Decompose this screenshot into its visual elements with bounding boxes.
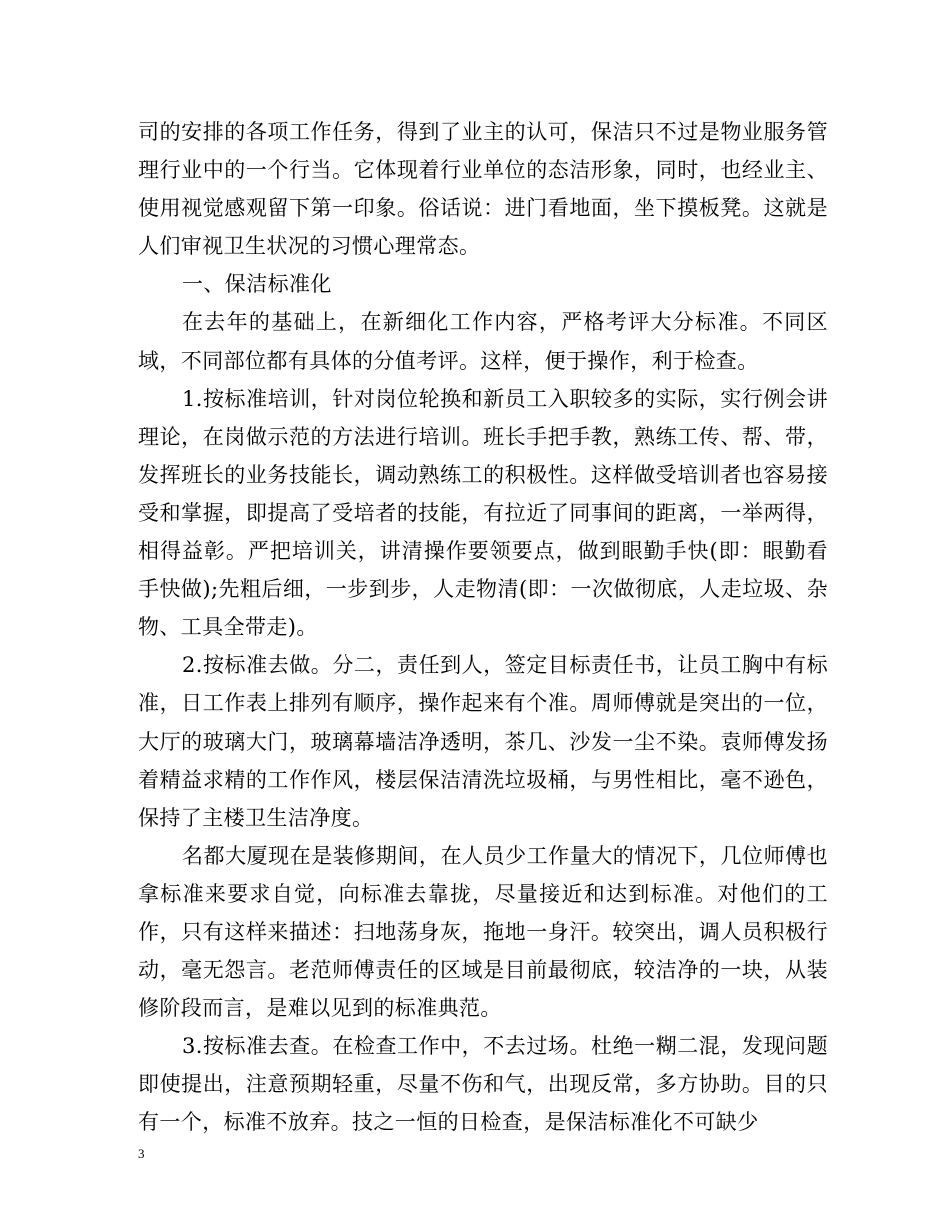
paragraph-3: 在去年的基础上，在新细化工作内容，严格考评大分标准。不同区域，不同部位都有具体的分值考评。这样，便于操作，利于检查。 [138, 310, 828, 373]
paragraph-training: 1.按标准培训，针对岗位轮换和新员工入职较多的实际，实行例会讲理论，在岗做示范的方法进行培训。班长手把手教，熟练工传、帮、带，发挥班长的业务技能长，调动熟练工的积极性。这样做受培训者也容易接受和掌握，即提高了受培者的技能，有拉近了同事间的距离，一举两得，相得益彰。严把培训关，讲清操作要领要点，做到眼勤手快(即：眼勤看手快做);先粗后细，一步到步，人走物清(即：一次做彻底，人走垃圾、杂物、工具全带走)。 [138, 386, 828, 640]
paragraph-execution: 2.按标准去做。分二，责任到人，签定目标责任书，让员工胸中有标准，日工作表上排列有顺序，操作起来有个准。周师傅就是突出的一位，大厅的玻璃大门，玻璃幕墙洁净透明，茶几、沙发一尘不染。袁师傅发扬着精益求精的工作作风，楼层保洁清洗垃圾桶，与男性相比，毫不逊色，保持了主楼卫生洁净度。 [138, 653, 828, 830]
paragraph-inspection: 3.按标准去查。在检查工作中，不去过场。杜绝一糊二混，发现问题即使提出，注意预期轻重，尽量不伤和气，出现反常，多方协助。目的只有一个，标准不放弃。技之一恒的日检查，是保洁标准化不可缺少 [138, 1034, 828, 1135]
document-body [138, 113, 828, 1142]
paragraph-1: 司的安排的各项工作任务，得到了业主的认可，保洁只不过是物业服务管理行业中的一个行当。它体现着行业单位的态洁形象，同时，也经业主、使用视觉感观留下第一印象。俗话说：进门看地面，坐下摸板凳。这就是人们审视卫生状况的习惯心理常态。 [138, 120, 828, 259]
paragraph-mingdu-building: 名都大厦现在是装修期间，在人员少工作量大的情况下，几位师傅也拿标准来要求自觉，向标准去靠拢，尽量接近和达到标准。对他们的工作，只有这样来描述：扫地荡身灰，拖地一身汗。较突出，调人员积极行动，毫无怨言。老范师傅责任的区域是目前最彻底，较洁净的一块，从装修阶段而言，是难以见到的标准典范。 [138, 843, 828, 1021]
page-number: 3 [138, 1146, 145, 1161]
section-heading-standardization: 一、保洁标准化 [182, 272, 332, 297]
